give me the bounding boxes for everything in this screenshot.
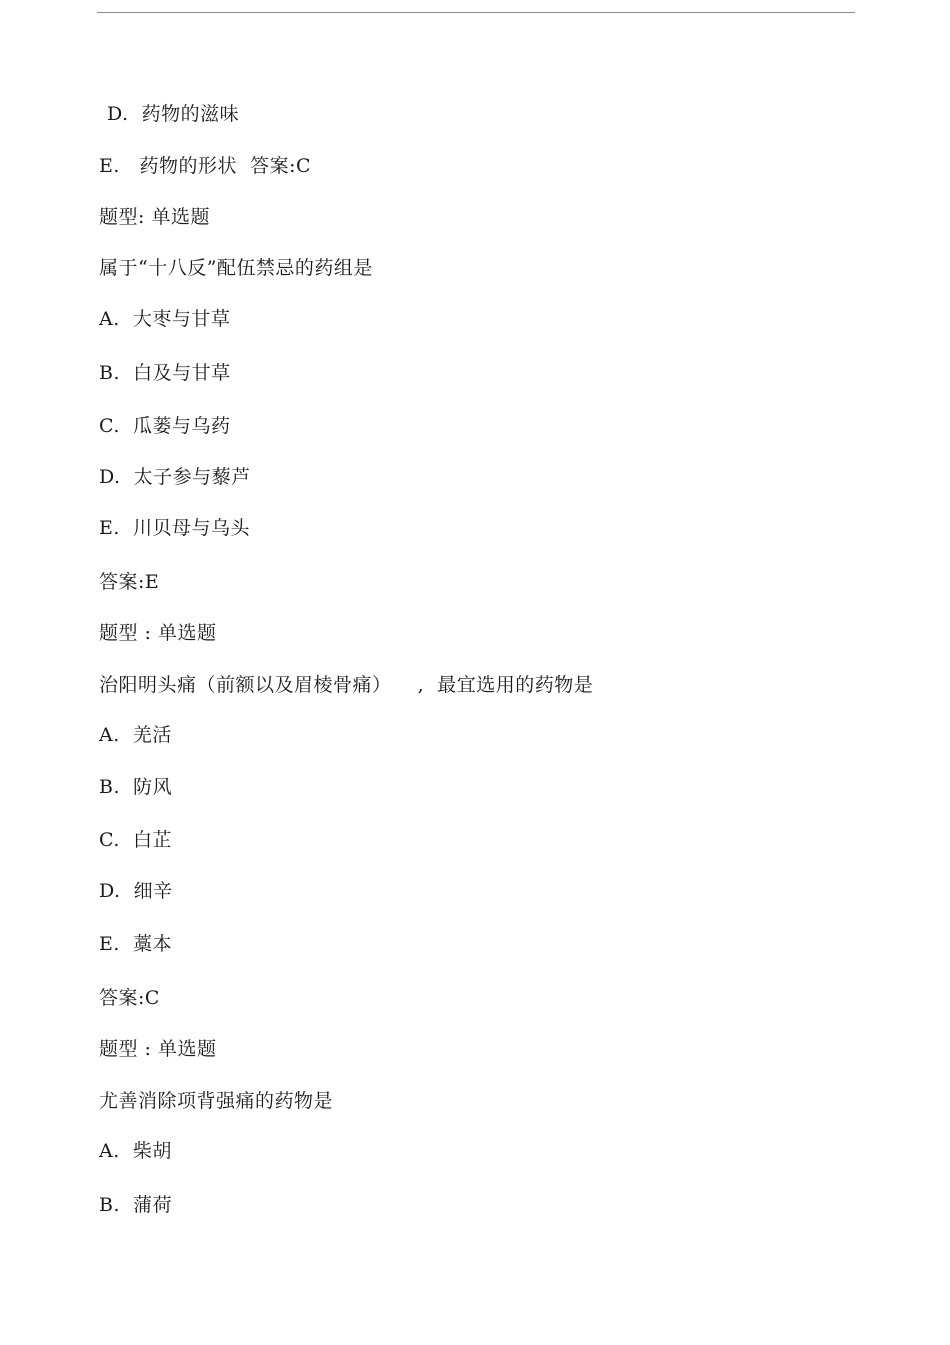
- answer: 答案:E: [99, 571, 160, 593]
- question-type: 题型 : 单选题: [99, 1038, 217, 1060]
- option-e-with-answer: E. 药物的形状 答案:C: [99, 155, 312, 177]
- option-a: A. 柴胡: [99, 1140, 172, 1162]
- option-b: B. 白及与甘草: [99, 362, 231, 384]
- question-type: 题型: 单选题: [99, 206, 210, 228]
- option-d: D. 细辛: [99, 880, 173, 902]
- option-a: A. 大枣与甘草: [99, 308, 231, 330]
- option-c: C. 白芷: [99, 829, 172, 851]
- option-d: D. 药物的滋味: [107, 103, 240, 125]
- option-e: E. 藁本: [99, 933, 172, 955]
- option-d: D. 太子参与藜芦: [99, 466, 251, 488]
- option-a: A. 羌活: [99, 724, 172, 746]
- question-type: 题型 : 单选题: [99, 622, 217, 644]
- question-stem: 治阳明头痛（前额以及眉棱骨痛） , 最宜选用的药物是: [99, 674, 594, 696]
- option-e: E. 川贝母与乌头: [99, 517, 250, 539]
- header-rule: [97, 12, 855, 13]
- option-c: C. 瓜蒌与乌药: [99, 415, 231, 437]
- question-stem: 属于“十八反”配伍禁忌的药组是: [99, 257, 373, 279]
- question-stem: 尤善消除项背强痛的药物是: [99, 1090, 334, 1112]
- option-b: B. 防风: [99, 776, 173, 798]
- option-b: B. 蒲荷: [99, 1194, 173, 1216]
- answer: 答案:C: [99, 987, 160, 1009]
